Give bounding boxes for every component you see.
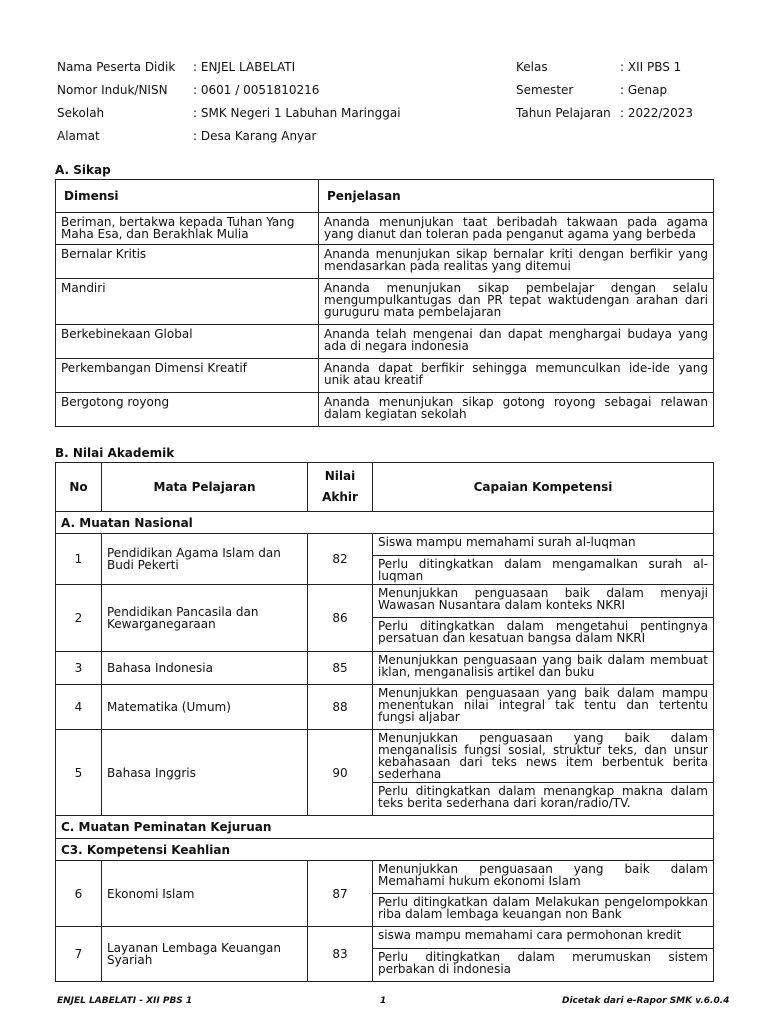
- name-label: Nama Peserta Didik: [57, 59, 176, 74]
- table-header-row: [56, 180, 714, 213]
- group-row: [56, 839, 714, 861]
- school-label: Sekolah: [57, 105, 105, 120]
- penjelasan-cell: Ananda menunjukan sikap bernalar kriti dengan berfikir yang mendasarkan pada realitas yang ditemui: [319, 245, 714, 279]
- subject-score: 90: [308, 730, 373, 816]
- penjelasan-cell: Ananda menunjukan taat beribadah takwaan pada agama yang dianut dan toleran pada penganut agama yang berbeda: [319, 213, 714, 245]
- table-row: [56, 861, 714, 894]
- capaian-cell: siswa mampu memahami cara permohonan kredit: [373, 927, 714, 949]
- capaian-cell: Perlu ditingkatkan dalam mengetahui pentingnya persatuan dan kesatuan bangsa dalam NKRI: [373, 618, 714, 652]
- penjelasan-cell: Ananda menunjukan sikap pembelajar dengan selalu mengumpulkantugas dan PR tepat waktudengan arahan dari guruguru mata pembelajaran: [319, 279, 714, 325]
- table-row: [56, 730, 714, 783]
- capaian-cell: Perlu ditingkatkan dalam Melakukan pengelompokkan riba dalam lembaga keuangan non Bank: [373, 894, 714, 927]
- nis-value: : 0601 / 0051810216: [193, 82, 320, 97]
- group-label: C3. Kompetensi Keahlian: [56, 839, 714, 861]
- dimensi-cell: Bergotong royong: [56, 393, 319, 427]
- info-row: [57, 78, 717, 101]
- table-row: [56, 245, 714, 279]
- table-row: [56, 325, 714, 359]
- subject-score: 83: [308, 927, 373, 982]
- subject-no: 1: [56, 534, 102, 585]
- subject-no: 4: [56, 685, 102, 730]
- dimensi-cell: Bernalar Kritis: [56, 245, 319, 279]
- section-sikap-title: A. Sikap: [55, 163, 111, 177]
- year-value: : 2022/2023: [620, 105, 693, 120]
- table-row: [56, 359, 714, 393]
- subject-score: 82: [308, 534, 373, 585]
- table-row: [56, 927, 714, 949]
- class-value: : XII PBS 1: [620, 59, 682, 74]
- dimensi-cell: Mandiri: [56, 279, 319, 325]
- penjelasan-cell: Ananda menunjukan sikap gotong royong sebagai relawan dalam kegiatan sekolah: [319, 393, 714, 427]
- subject-name: Matematika (Umum): [102, 685, 308, 730]
- dimensi-cell: Perkembangan Dimensi Kreatif: [56, 359, 319, 393]
- capaian-cell: Menunjukkan penguasaan yang baik dalam mampu menentukan nilai integral tak tentu dan tertentu fungsi aljabar: [373, 685, 714, 730]
- semester-label: Semester: [516, 82, 574, 97]
- info-row: [57, 101, 717, 124]
- nilai-table: [55, 462, 714, 982]
- subject-name: Pendidikan Pancasila dan Kewarganegaraan: [102, 585, 308, 652]
- subject-name: Layanan Lembaga Keuangan Syariah: [102, 927, 308, 982]
- group-label: C. Muatan Peminatan Kejuruan: [56, 816, 714, 839]
- subject-no: 5: [56, 730, 102, 816]
- table-row: [56, 652, 714, 685]
- subject-no: 6: [56, 861, 102, 927]
- footer-student: ENJEL LABELATI - XII PBS 1: [57, 996, 193, 1006]
- school-value: : SMK Negeri 1 Labuhan Maringgai: [193, 105, 401, 120]
- year-label: Tahun Pelajaran: [516, 105, 611, 120]
- table-row: [56, 213, 714, 245]
- column-header-dimensi: Dimensi: [56, 180, 319, 213]
- footer-page-number: 1: [380, 996, 387, 1006]
- penjelasan-cell: Ananda telah mengenai dan dapat menghargai budaya yang ada di negara indonesia: [319, 325, 714, 359]
- subject-name: Pendidikan Agama Islam dan Budi Pekerti: [102, 534, 308, 585]
- class-label: Kelas: [516, 59, 548, 74]
- table-row: [56, 279, 714, 325]
- subject-name: Bahasa Indonesia: [102, 652, 308, 685]
- info-row: [57, 124, 717, 147]
- address-value: : Desa Karang Anyar: [193, 128, 317, 143]
- column-header-capaian: Capaian Kompetensi: [373, 463, 714, 512]
- info-row: [57, 55, 717, 78]
- group-label: A. Muatan Nasional: [56, 512, 714, 534]
- table-row: [56, 585, 714, 618]
- subject-name: Ekonomi Islam: [102, 861, 308, 927]
- semester-value: : Genap: [620, 82, 668, 97]
- subject-no: 7: [56, 927, 102, 982]
- sikap-table: [55, 179, 714, 427]
- column-header-penjelasan: Penjelasan: [319, 180, 714, 213]
- subject-name: Bahasa Inggris: [102, 730, 308, 816]
- dimensi-cell: Beriman, bertakwa kepada Tuhan Yang Maha Esa, dan Berakhlak Mulia: [56, 213, 319, 245]
- table-row: [56, 685, 714, 730]
- subject-no: 3: [56, 652, 102, 685]
- subject-score: 85: [308, 652, 373, 685]
- capaian-cell: Menunjukkan penguasaan yang baik dalam Memahami hukum ekonomi Islam: [373, 861, 714, 894]
- column-header-mapel: Mata Pelajaran: [102, 463, 308, 512]
- table-header-row: [56, 463, 714, 512]
- address-label: Alamat: [57, 128, 100, 143]
- penjelasan-cell: Ananda dapat berfikir sehingga memunculkan ide-ide yang unik atau kreatif: [319, 359, 714, 393]
- capaian-cell: Perlu ditingkatkan dalam menangkap makna dalam teks berita sederhana dari koran/radio/TV.: [373, 783, 714, 816]
- name-value: : ENJEL LABELATI: [193, 59, 296, 74]
- dimensi-cell: Berkebinekaan Global: [56, 325, 319, 359]
- capaian-cell: Perlu ditingkatkan dalam merumuskan sistem perbakan di indonesia: [373, 949, 714, 982]
- column-header-nilai: Nilai Akhir: [308, 463, 373, 512]
- subject-score: 88: [308, 685, 373, 730]
- student-info: [57, 55, 717, 147]
- capaian-cell: Menunjukkan penguasaan yang baik dalam membuat iklan, menganalisis artikel dan buku: [373, 652, 714, 685]
- subject-no: 2: [56, 585, 102, 652]
- section-nilai-title: B. Nilai Akademik: [55, 446, 175, 460]
- capaian-cell: Menunjukkan penguasaan baik dalam menyaji Wawasan Nusantara dalam konteks NKRI: [373, 585, 714, 618]
- capaian-cell: Perlu ditingkatkan dalam mengamalkan surah al-luqman: [373, 556, 714, 585]
- group-row: [56, 512, 714, 534]
- table-row: [56, 393, 714, 427]
- footer-printed-by: Dicetak dari e-Rapor SMK v.6.0.4: [562, 996, 730, 1006]
- column-header-no: No: [56, 463, 102, 512]
- capaian-cell: Menunjukkan penguasaan yang baik dalam menganalisis fungsi sosial, struktur teks, dan unsur kebahasaan dari teks news item berbentuk berita sederhana: [373, 730, 714, 783]
- subject-score: 86: [308, 585, 373, 652]
- capaian-cell: Siswa mampu memahami surah al-luqman: [373, 534, 714, 556]
- subject-score: 87: [308, 861, 373, 927]
- group-row: [56, 816, 714, 839]
- nis-label: Nomor Induk/NISN: [57, 82, 168, 97]
- table-row: [56, 534, 714, 556]
